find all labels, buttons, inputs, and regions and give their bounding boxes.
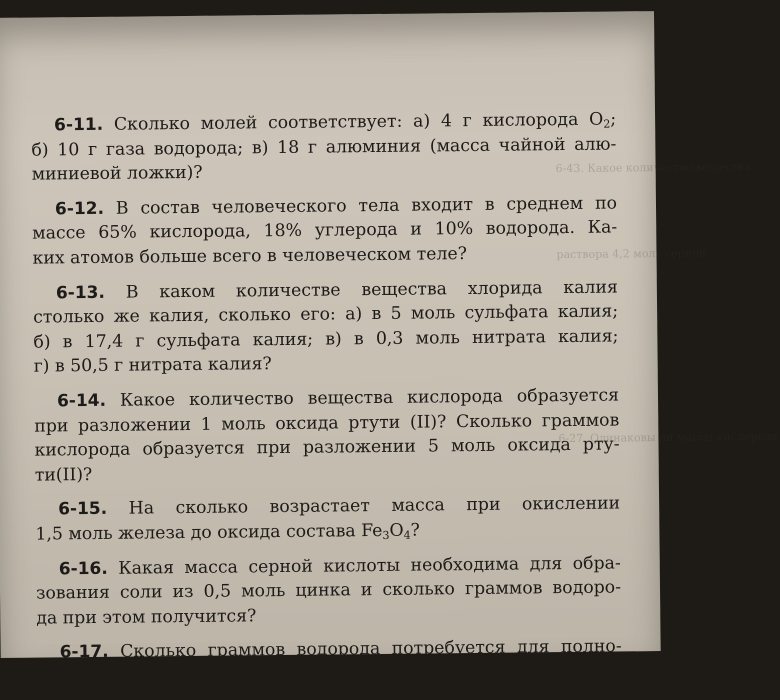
- problem-6-15: 6-15. На сколько возрастает масса при окислении 1,5 моль железа до оксида состава $Fe_3O_4$?: [35, 493, 621, 545]
- problem-number: 6-14.: [56, 390, 107, 412]
- problem-list: [31, 107, 622, 700]
- problem-6-17: 6-17. Сколько граммов водорода потребуется для полно- го восстановления: а) 0,3 моль оксида меди(II); б) 20 г окси-: [36, 636, 622, 688]
- bleed-through-text: 6-27. Одинаковы ли массы кислорода: [558, 429, 778, 446]
- book-page: [0, 11, 778, 688]
- bleed-through-text: 6-43. Какое количество вещества: [555, 160, 751, 176]
- bleed-through-text: раствора 4,2 моль серной: [556, 246, 706, 262]
- problem-number: 6-16.: [58, 558, 108, 579]
- problem-number: 6-11.: [54, 114, 104, 136]
- problem-6-13: 6-13. В каком количестве вещества хлорида калия столько же калия, сколько его: а) в 5 моль сульфата калия; б) в 17,4 г сульфата калия; в) в 0,3 моль нитрата калия; г) в 50,5 г нитрата калия?: [33, 277, 619, 377]
- problem-6-11: 6-11. Сколько молей соответствует: а) 4 г кислорода $O_2$; б) 10 г газа водорода; в) 18 г алюминия (масса чайной алю- миниевой ложки)?: [31, 109, 617, 185]
- problem-6-16: 6-16. Какая масса серной кислоты необходима для обра- зования соли из 0,5 моль цинка и сколько граммов водоро- да при этом получится?: [35, 552, 622, 629]
- problem-number: 6-17.: [59, 642, 109, 663]
- problem-number: 6-15.: [58, 499, 108, 520]
- problem-number: 6-13.: [55, 282, 105, 303]
- problem-6-14: 6-14. Какое количество вещества кислорода образуется при разложении 1 моль оксида ртути (II)? Сколько граммов кислорода образуется при разложении 5 моль оксида рту- ти(II)?: [34, 385, 620, 486]
- problem-number: 6-12.: [54, 198, 105, 220]
- problem-6-12: 6-12. В состав человеческого тела входит в среднем по массе 65% кислорода, 18% углерода и 10% водорода. Ка- ких атомов больше всего в человеческом теле?: [32, 193, 618, 269]
